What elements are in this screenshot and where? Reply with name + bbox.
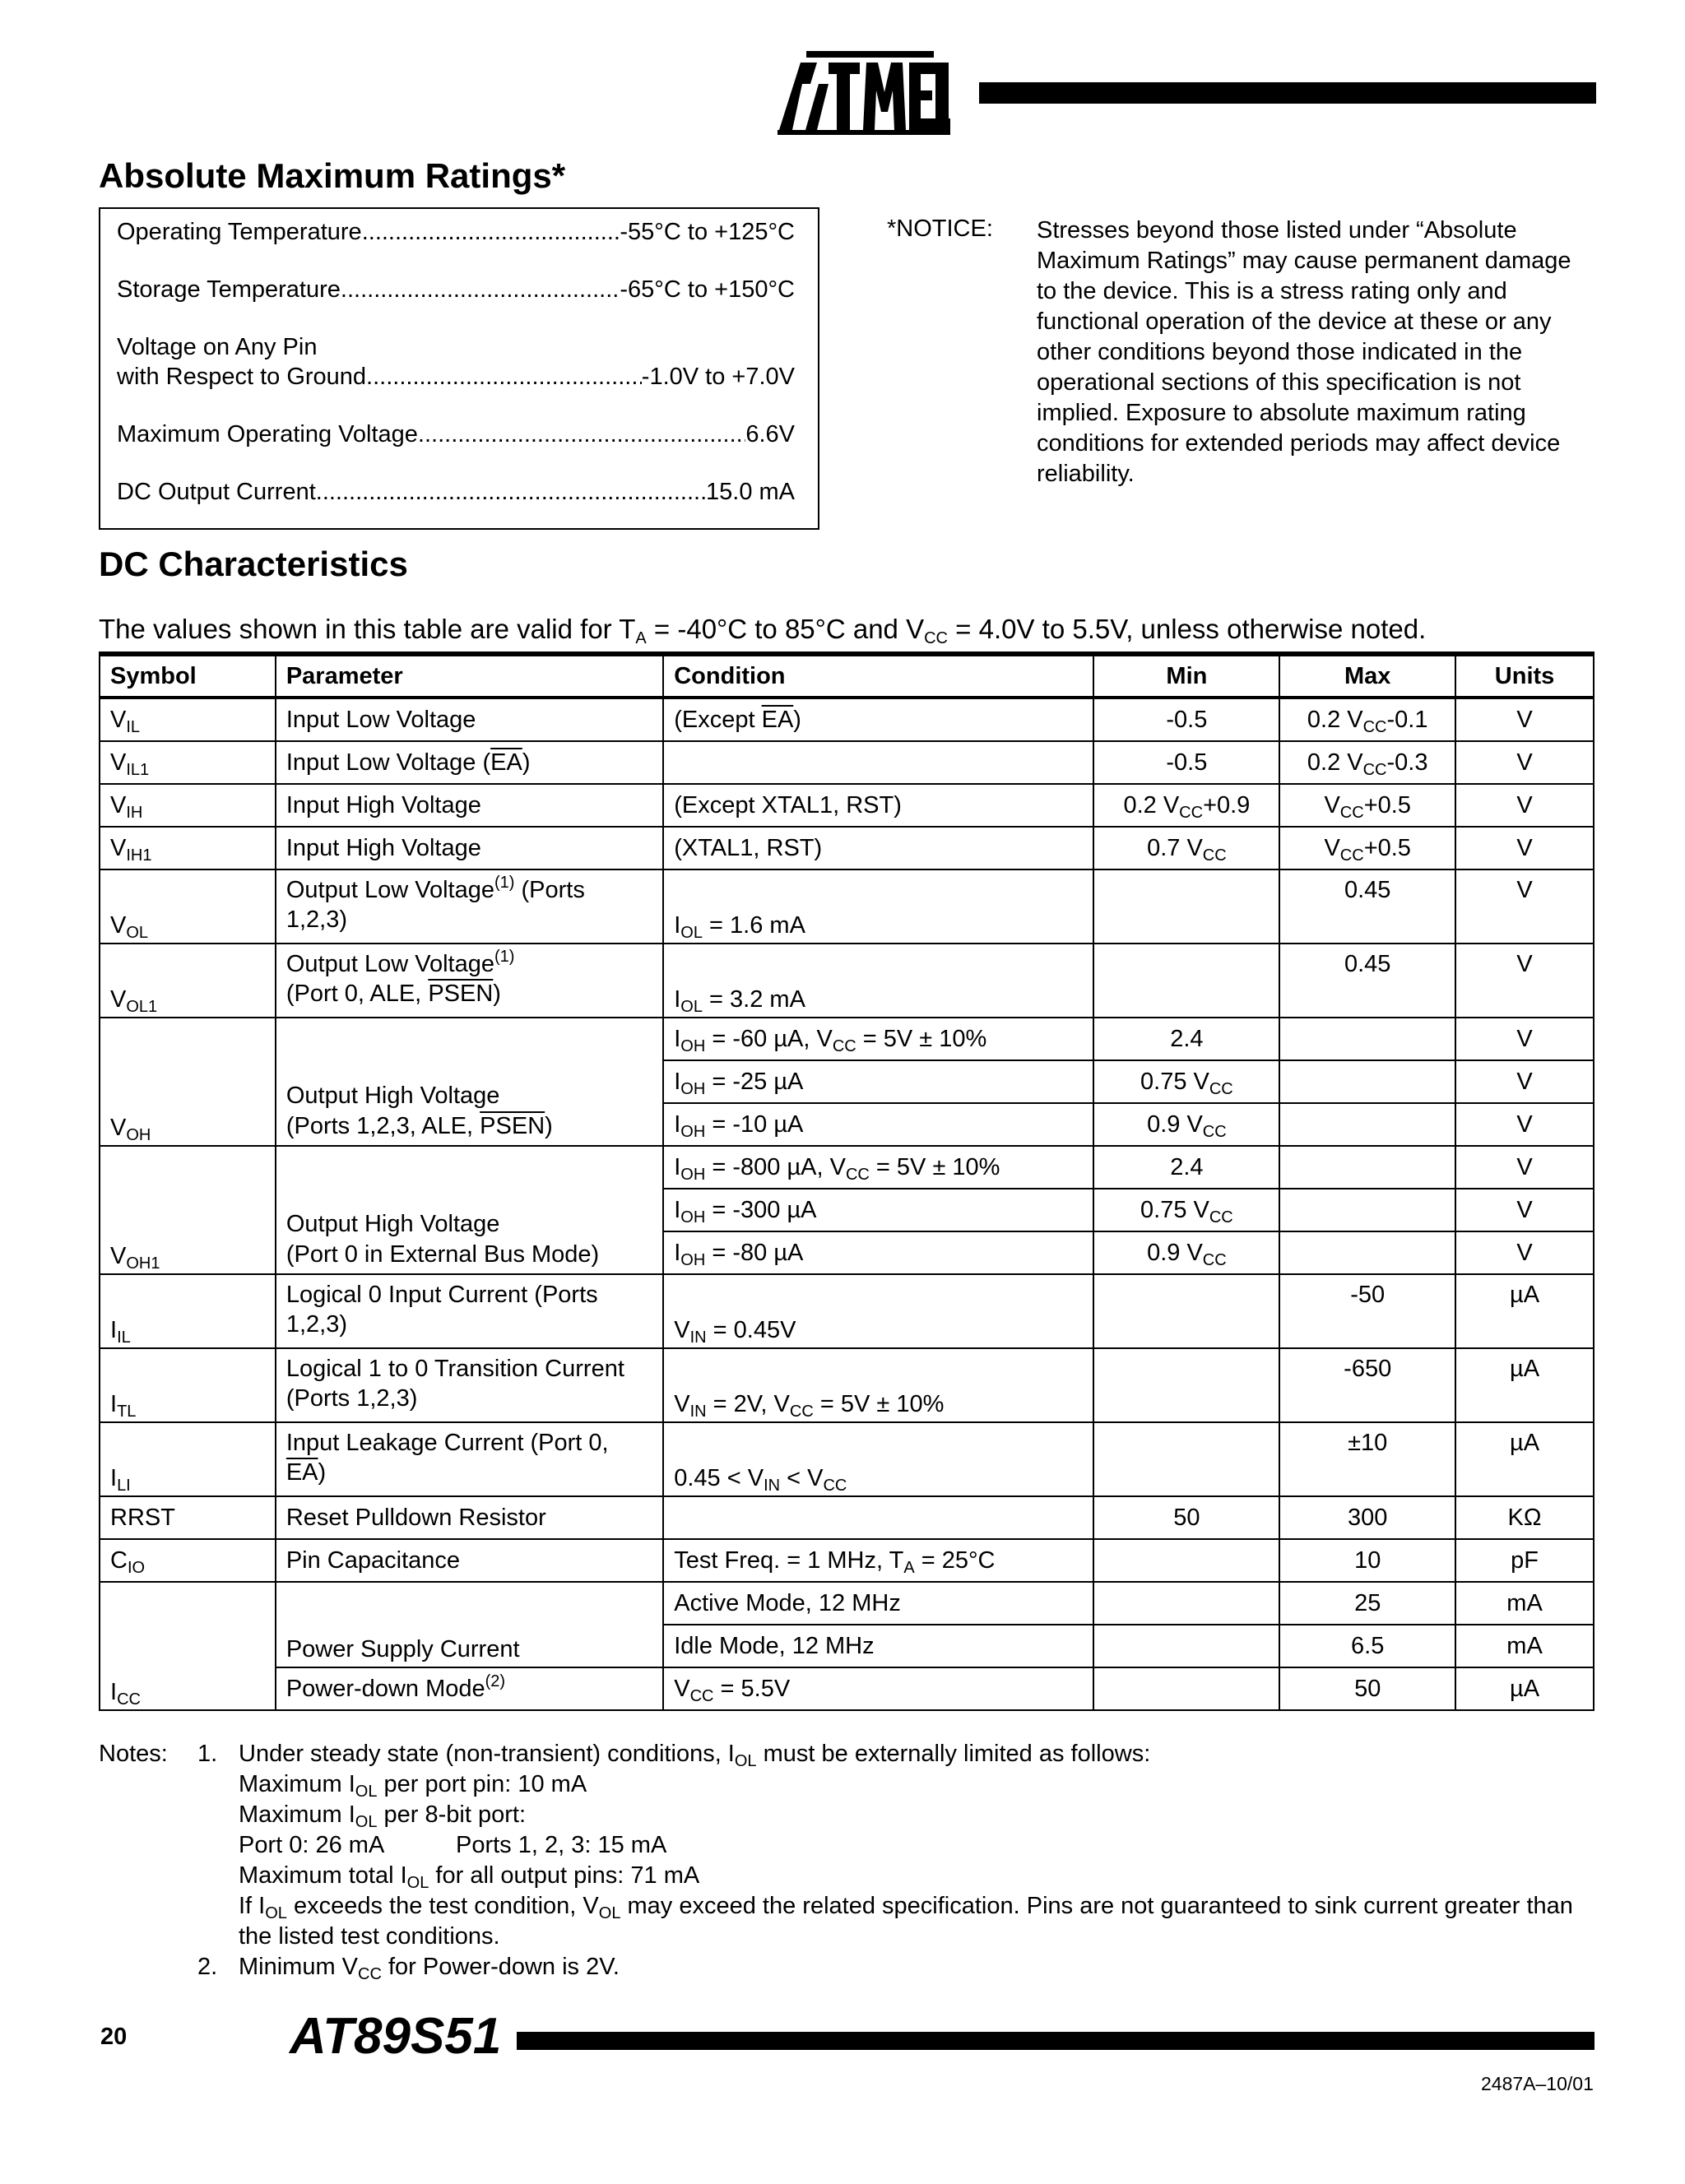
units-cell: mA — [1455, 1582, 1594, 1625]
symbol-cell: $V_{OL1}$ — [100, 944, 276, 1018]
min-cell — [1093, 1582, 1279, 1625]
units-cell: pF — [1455, 1539, 1594, 1582]
max-cell — [1279, 1103, 1455, 1146]
table-row — [100, 944, 1594, 1018]
parameter-cell: Logical 1 to 0 Transition Current (Ports 1,2,3) — [276, 1348, 663, 1422]
condition-cell: $0.45 < V_{IN} < V_{CC}$ — [663, 1422, 1093, 1496]
parameter-cell: Input Low Voltage $(\overline{EA})$ — [276, 741, 663, 784]
units-cell: KΩ — [1455, 1496, 1594, 1539]
table-row — [100, 1582, 1594, 1625]
condition-cell: Test Freq. = 1 MHz, $T_A = 25^\circ C$ — [663, 1539, 1093, 1582]
condition-cell: $I_{OH} = -800$ µA, $V_{CC} = 5V \pm 10\%$ — [663, 1146, 1093, 1189]
document-reference: 2487A–10/01 — [1481, 2073, 1594, 2094]
table-row — [100, 1274, 1594, 1348]
min-cell: 0.9 $V_{CC}$ — [1093, 1103, 1279, 1146]
parameter-cell: Pin Capacitance — [276, 1539, 663, 1582]
units-cell: µA — [1455, 1422, 1594, 1496]
min-cell — [1093, 1348, 1279, 1422]
condition-cell: $I_{OL} = 1.6$ mA — [663, 869, 1093, 944]
condition-cell: $V_{IN} = 2V$, $V_{CC} = 5V \pm 10\%$ — [663, 1348, 1093, 1422]
condition-cell: (Except XTAL1, RST) — [663, 784, 1093, 827]
col-header-max: Max — [1279, 654, 1455, 698]
min-cell: -0.5 — [1093, 698, 1279, 741]
max-cell: 50 — [1279, 1667, 1455, 1710]
units-cell: µA — [1455, 1667, 1594, 1710]
max-cell: 0.45 — [1279, 944, 1455, 1018]
units-cell: µA — [1455, 1274, 1594, 1348]
max-cell: 0.2 $V_{CC}-0.1$ — [1279, 698, 1455, 741]
max-cell — [1279, 1231, 1455, 1274]
units-cell: V — [1455, 944, 1594, 1018]
amr-row-operating-temp: Operating Temperature ..... -55°C to +125°C — [117, 219, 795, 246]
page-number: 20 — [100, 2024, 128, 2050]
units-cell: µA — [1455, 1348, 1594, 1422]
col-header-min: Min — [1093, 654, 1279, 698]
condition-cell: $V_{CC} = 5.5V$ — [663, 1667, 1093, 1710]
min-cell — [1093, 1625, 1279, 1667]
header-rule — [979, 82, 1596, 104]
amr-row-dc-output-current: DC Output Current ..... 15.0 mA — [117, 479, 795, 506]
amr-ratings-box — [99, 207, 819, 530]
max-cell: 300 — [1279, 1496, 1455, 1539]
table-row — [100, 1667, 1594, 1710]
min-cell: 2.4 — [1093, 1146, 1279, 1189]
table-row — [100, 869, 1594, 944]
min-cell: 0.7 $V_{CC}$ — [1093, 827, 1279, 869]
notice-text: Stresses beyond those listed under “Absolute Maximum Ratings” may cause permanent damage to the device. This is a stress rating only and functional operation of the device at these or any other conditions beyond those indicated in the operational sections of this specification is not implied. Exposure to absolute maximum rating conditions for extended periods may affect device reliability. — [1037, 217, 1571, 487]
table-row — [100, 1422, 1594, 1496]
table-header-row — [100, 654, 1594, 698]
parameter-cell: Power-down Mode$^{(2)}$ — [276, 1667, 663, 1710]
notice-label: *NOTICE: — [887, 216, 993, 242]
table-row — [100, 741, 1594, 784]
condition-cell: Active Mode, 12 MHz — [663, 1582, 1093, 1625]
table-row — [100, 698, 1594, 741]
units-cell: V — [1455, 1103, 1594, 1146]
symbol-cell: $V_{IL}$ — [100, 698, 276, 741]
condition-cell: $V_{IN} = 0.45V$ — [663, 1274, 1093, 1348]
units-cell: V — [1455, 827, 1594, 869]
min-cell: 50 — [1093, 1496, 1279, 1539]
symbol-cell: $V_{IL1}$ — [100, 741, 276, 784]
amr-row-storage-temp: Storage Temperature ..... -65°C to +150°C — [117, 276, 795, 304]
units-cell: V — [1455, 784, 1594, 827]
parameter-cell: Output High Voltage (Ports 1,2,3, ALE, PSEN) — [276, 1018, 663, 1146]
min-cell: 0.9 $V_{CC}$ — [1093, 1231, 1279, 1274]
min-cell: 0.75 $V_{CC}$ — [1093, 1189, 1279, 1231]
max-cell — [1279, 1018, 1455, 1060]
max-cell — [1279, 1146, 1455, 1189]
max-cell — [1279, 1060, 1455, 1103]
max-cell: 0.2 $V_{CC}-0.3$ — [1279, 741, 1455, 784]
table-row — [100, 1146, 1594, 1189]
parameter-cell: Input High Voltage — [276, 827, 663, 869]
symbol-cell: $V_{IH1}$ — [100, 827, 276, 869]
units-cell: mA — [1455, 1625, 1594, 1667]
note-1: Notes: 1. Under steady state (non-transient) conditions, $I_{OL}$ must be externally limited as follows: Maximum $I_{OL}$ per port pin: 10 mA Maximum $I_{OL}$ per 8-bit port: Port 0: 26 mA Ports 1, 2, 3: 15 mA Maximum total $I_{OL}$ for all output pins: 71 mA If $I_{OL}$ exceeds the test condition, $V_{OL}$ may exceed the related specification. Pins are not guaranteed to sink current greater than the listed test conditions. — [99, 1741, 1573, 1950]
dc-title: DC Characteristics — [99, 545, 408, 583]
table-row — [100, 1496, 1594, 1539]
atmel-logo — [778, 51, 950, 135]
note-2: 2. Minimum $V_{CC}$ for Power-down is 2V. — [197, 1954, 620, 1983]
units-cell: V — [1455, 1189, 1594, 1231]
parameter-cell: Logical 0 Input Current (Ports 1,2,3) — [276, 1274, 663, 1348]
units-cell: V — [1455, 1231, 1594, 1274]
part-name: AT89S51 — [290, 2008, 502, 2065]
min-cell: 0.75 $V_{CC}$ — [1093, 1060, 1279, 1103]
max-cell — [1279, 1189, 1455, 1231]
parameter-cell: Input Low Voltage — [276, 698, 663, 741]
symbol-cell: $V_{OL}$ — [100, 869, 276, 944]
condition-cell: Idle Mode, 12 MHz — [663, 1625, 1093, 1667]
min-cell: -0.5 — [1093, 741, 1279, 784]
condition-cell: $I_{OH} = -80$ µA — [663, 1231, 1093, 1274]
condition-cell: $I_{OH} = -60$ µA, $V_{CC} = 5V \pm 10\%$ — [663, 1018, 1093, 1060]
symbol-cell: $I_{CC}$ — [100, 1582, 276, 1710]
symbol-cell: $I_{IL}$ — [100, 1274, 276, 1348]
dc-intro-text: The values shown in this table are valid for $T_A = -40^\circ C$ to 85°C and $V_{CC} = 4.0V$ to 5.5V, unless otherwise noted. — [99, 614, 1427, 647]
symbol-cell: $V_{OH1}$ — [100, 1146, 276, 1274]
max-cell: $V_{CC}+0.5$ — [1279, 784, 1455, 827]
parameter-cell: Reset Pulldown Resistor — [276, 1496, 663, 1539]
max-cell: $V_{CC}+0.5$ — [1279, 827, 1455, 869]
amr-row-max-operating-voltage: Maximum Operating Voltage ..... 6.6V — [117, 421, 795, 448]
symbol-cell: $V_{OH}$ — [100, 1018, 276, 1146]
parameter-cell: Input Leakage Current (Port 0, $\overline{EA}$) — [276, 1422, 663, 1496]
min-cell — [1093, 944, 1279, 1018]
table-row — [100, 1539, 1594, 1582]
units-cell: V — [1455, 1018, 1594, 1060]
symbol-cell: $V_{IH}$ — [100, 784, 276, 827]
footer-rule — [517, 2032, 1594, 2050]
condition-cell: $I_{OL} = 3.2$ mA — [663, 944, 1093, 1018]
amr-title: Absolute Maximum Ratings* — [99, 156, 566, 195]
max-cell: ±10 — [1279, 1422, 1455, 1496]
notes-section — [99, 1739, 1604, 1982]
col-header-condition: Condition — [663, 654, 1093, 698]
max-cell: 0.45 — [1279, 869, 1455, 944]
table-row — [100, 827, 1594, 869]
col-header-units: Units — [1455, 654, 1594, 698]
col-header-parameter: Parameter — [276, 654, 663, 698]
condition-cell — [663, 1496, 1093, 1539]
col-header-symbol: Symbol — [100, 654, 276, 698]
condition-cell: (Except $\overline{EA}$) — [663, 698, 1093, 741]
units-cell: V — [1455, 741, 1594, 784]
max-cell: 10 — [1279, 1539, 1455, 1582]
units-cell: V — [1455, 1146, 1594, 1189]
table-row — [100, 1018, 1594, 1060]
symbol-cell: $C_{IO}$ — [100, 1539, 276, 1582]
min-cell — [1093, 1274, 1279, 1348]
max-cell: -50 — [1279, 1274, 1455, 1348]
units-cell: V — [1455, 869, 1594, 944]
condition-cell: (XTAL1, RST) — [663, 827, 1093, 869]
table-row — [100, 1348, 1594, 1422]
parameter-cell: Output Low Voltage$^{(1)}$ (Ports 1,2,3) — [276, 869, 663, 944]
symbol-cell: $I_{TL}$ — [100, 1348, 276, 1422]
units-cell: V — [1455, 1060, 1594, 1103]
condition-cell — [663, 741, 1093, 784]
condition-cell: $I_{OH} = -300$ µA — [663, 1189, 1093, 1231]
condition-cell: $I_{OH} = -25$ µA — [663, 1060, 1093, 1103]
min-cell — [1093, 1539, 1279, 1582]
min-cell: 0.2 $V_{CC}+0.9$ — [1093, 784, 1279, 827]
parameter-cell: Input High Voltage — [276, 784, 663, 827]
amr-row-voltage-label: Voltage on Any Pin — [117, 334, 318, 360]
min-cell — [1093, 1422, 1279, 1496]
amr-row-voltage-any-pin: with Respect to Ground ..... -1.0V to +7.0V — [117, 364, 795, 391]
max-cell: -650 — [1279, 1348, 1455, 1422]
max-cell: 25 — [1279, 1582, 1455, 1625]
parameter-cell: Output High Voltage (Port 0 in External Bus Mode) — [276, 1146, 663, 1274]
dc-characteristics-table — [99, 651, 1594, 1711]
min-cell — [1093, 869, 1279, 944]
parameter-cell: Power Supply Current — [276, 1582, 663, 1667]
parameter-cell: Output Low Voltage$^{(1)}$ (Port 0, ALE, PSEN) — [276, 944, 663, 1018]
min-cell — [1093, 1667, 1279, 1710]
units-cell: V — [1455, 698, 1594, 741]
condition-cell: $I_{OH} = -10$ µA — [663, 1103, 1093, 1146]
symbol-cell: RRST — [100, 1496, 276, 1539]
max-cell: 6.5 — [1279, 1625, 1455, 1667]
symbol-cell: $I_{LI}$ — [100, 1422, 276, 1496]
table-row — [100, 784, 1594, 827]
min-cell: 2.4 — [1093, 1018, 1279, 1060]
